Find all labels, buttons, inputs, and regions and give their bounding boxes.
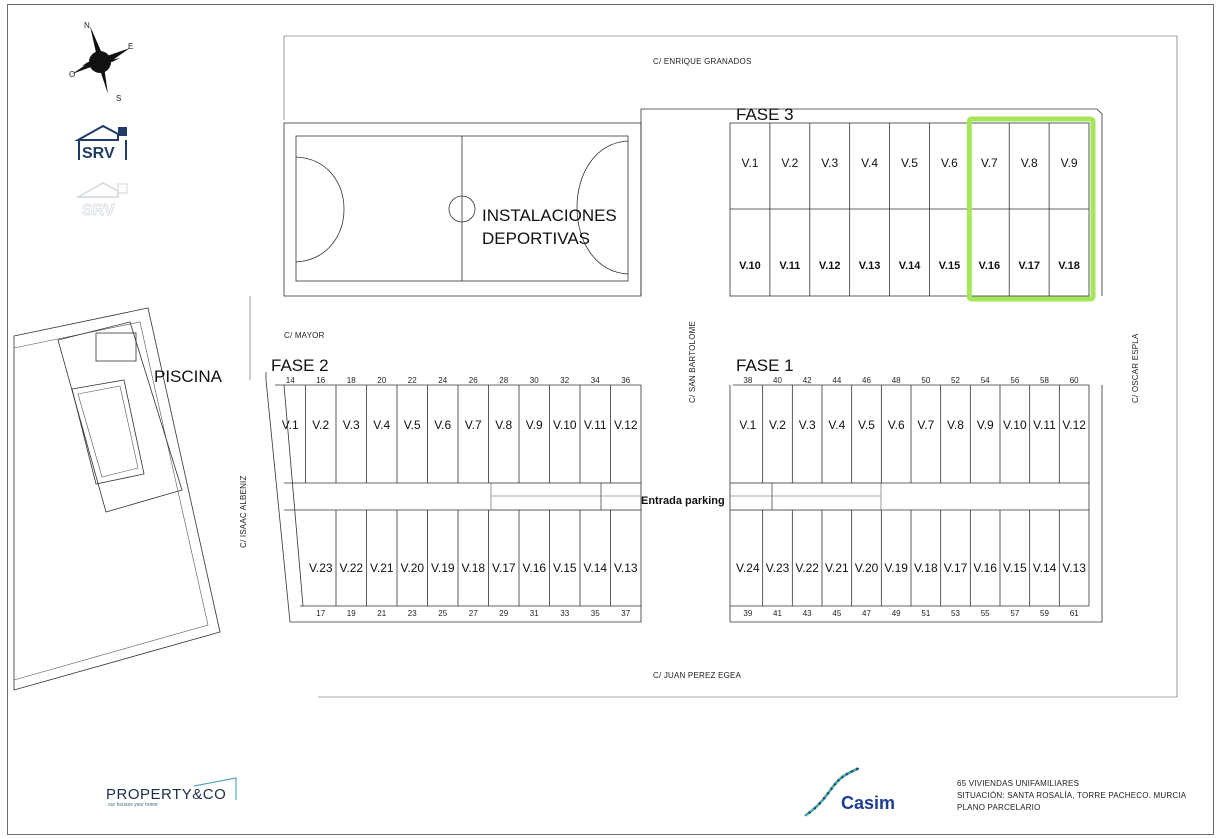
street-isaac-albeniz: C/ ISAAC ALBENIZ [239, 475, 248, 548]
phase2-block [275, 376, 641, 618]
phase3-lot-v18[interactable]: V.18 [1058, 260, 1080, 272]
street-number: 23 [407, 609, 417, 618]
street-number: 47 [862, 609, 871, 618]
street-number: 21 [377, 609, 387, 618]
street-number: 55 [980, 609, 990, 618]
street-mayor: C/ MAYOR [284, 331, 325, 340]
street-number: 40 [773, 376, 782, 385]
p1-lot-v21[interactable]: V.21 [825, 561, 849, 575]
p1-lot-v8[interactable]: V.8 [947, 418, 964, 432]
p2-lot-v14[interactable]: V.14 [583, 561, 608, 575]
street-lines [250, 36, 1177, 697]
phase1-title: FASE 1 [736, 356, 794, 375]
street-number: 39 [743, 609, 753, 618]
street-juan-perez-egea: C/ JUAN PEREZ EGEA [653, 671, 742, 680]
street-number: 50 [921, 376, 931, 385]
p2-lot-v15[interactable]: V.15 [552, 561, 577, 575]
street-oscar-espla: C/ OSCAR ESPLA [1131, 333, 1140, 403]
street-san-bartolome: C/ SAN BARTOLOME [688, 320, 697, 403]
street-number: 30 [529, 376, 539, 385]
p1-lot-v16[interactable]: V.16 [973, 561, 997, 575]
phase3-lot-v9[interactable]: V.9 [1060, 156, 1078, 170]
p1-lot-v15[interactable]: V.15 [1003, 561, 1027, 575]
p2-lot-v22[interactable]: V.22 [339, 561, 364, 575]
street-number: 33 [560, 609, 570, 618]
sports-label-line1: INSTALACIONES [482, 206, 617, 225]
street-number: 22 [407, 376, 417, 385]
parking-ramp [601, 483, 641, 510]
street-number: 48 [891, 376, 901, 385]
p1-lot-v17[interactable]: V.17 [943, 561, 968, 575]
p2-lot-v11[interactable]: V.11 [583, 418, 607, 432]
p2-lot-v7[interactable]: V.7 [464, 418, 482, 432]
pool-area [14, 308, 220, 690]
srv-logo [78, 126, 127, 162]
compass-n: N [84, 21, 90, 30]
compass-e: E [128, 42, 134, 51]
srv-logo-faded [78, 183, 127, 219]
p1-lot-v2[interactable]: V.2 [769, 418, 786, 432]
street-number: 18 [346, 376, 356, 385]
street-number: 27 [468, 609, 478, 618]
casim-dot [856, 767, 859, 770]
p2-lot-v5[interactable]: V.5 [403, 418, 421, 432]
p1-lot-v9[interactable]: V.9 [976, 418, 994, 432]
p2-lot-v23[interactable]: V.23 [308, 561, 333, 575]
compass-o: O [69, 70, 76, 79]
p2-lot-v12[interactable]: V.12 [613, 418, 638, 432]
street-number: 37 [621, 609, 631, 618]
street-number: 61 [1069, 609, 1079, 618]
p1-lot-v11[interactable]: V.11 [1033, 418, 1056, 432]
street-enrique-granados: C/ ENRIQUE GRANADOS [653, 57, 752, 66]
p1-lot-v12[interactable]: V.12 [1062, 418, 1086, 432]
p1-lot-v20[interactable]: V.20 [854, 561, 879, 575]
phase3-lot-v2[interactable]: V.2 [781, 156, 799, 170]
srv-logo-faded-text: SRV [82, 202, 115, 219]
p1-lot-v24[interactable]: V.24 [736, 561, 760, 575]
street-number: 52 [951, 376, 960, 385]
casim-brand: Casim [841, 793, 896, 813]
p2-lot-v9[interactable]: V.9 [525, 418, 543, 432]
street-number: 17 [316, 609, 326, 618]
p2-lot-v10[interactable]: V.10 [552, 418, 577, 432]
parking-ramp [491, 483, 601, 510]
phase3-title: FASE 3 [736, 105, 794, 124]
phase3-block [730, 119, 1093, 299]
parking-ramp [772, 483, 881, 510]
phase1-block [730, 376, 1089, 618]
srv-logo-text: SRV [82, 145, 115, 162]
p1-lot-v1[interactable]: V.1 [739, 418, 757, 432]
phase3-lot-v17[interactable]: V.17 [1018, 260, 1040, 272]
p2-lot-v18[interactable]: V.18 [461, 561, 486, 575]
phase3-lot-v12[interactable]: V.12 [818, 260, 841, 272]
street-number: 31 [529, 609, 539, 618]
phase3-lot-v14[interactable]: V.14 [898, 260, 921, 272]
info-line-1: 65 VIVIENDAS UNIFAMILIARES [957, 779, 1080, 788]
p2-lot-v17[interactable]: V.17 [491, 561, 516, 575]
parking-entrance-label: Entrada parking [641, 495, 725, 507]
street-number: 14 [285, 376, 295, 385]
street-number: 20 [377, 376, 387, 385]
street-number: 38 [743, 376, 753, 385]
phase3-lot-v16[interactable]: V.16 [978, 260, 1001, 272]
sports-label-line2: DEPORTIVAS [482, 229, 591, 248]
street-number: 36 [621, 376, 631, 385]
street-number: 45 [832, 609, 842, 618]
p1-lot-v23[interactable]: V.23 [765, 561, 790, 575]
p2-lot-v4[interactable]: V.4 [373, 418, 391, 432]
street-number: 43 [802, 609, 812, 618]
p1-lot-v19[interactable]: V.19 [884, 561, 908, 575]
p1-lot-v13[interactable]: V.13 [1062, 561, 1086, 575]
street-number: 42 [802, 376, 812, 385]
p2-lot-v1[interactable]: V.1 [281, 418, 299, 432]
street-number: 49 [891, 609, 901, 618]
phase3-lot-v11[interactable]: V.11 [779, 260, 801, 272]
p2-lot-v19[interactable]: V.19 [430, 561, 455, 575]
p1-lot-v7[interactable]: V.7 [917, 418, 935, 432]
p1-lot-v14[interactable]: V.14 [1032, 561, 1057, 575]
compass-rose-icon [69, 21, 134, 103]
p1-lot-v5[interactable]: V.5 [858, 418, 875, 432]
property-co-brand: PROPERTY&CO [106, 786, 227, 803]
p2-lot-v20[interactable]: V.20 [400, 561, 425, 575]
parking-ramp [730, 483, 772, 510]
phase3-lot-v4[interactable]: V.4 [861, 156, 879, 170]
street-number: 19 [346, 609, 356, 618]
street-number: 54 [980, 376, 990, 385]
street-number: 57 [1010, 609, 1020, 618]
phase3-lot-v15[interactable]: V.15 [938, 260, 961, 272]
info-line-3: PLANO PARCELARIO [957, 803, 1041, 812]
phase3-lot-v1[interactable]: V.1 [741, 156, 759, 170]
pool-label: PISCINA [154, 367, 223, 386]
p1-lot-v10[interactable]: V.10 [1003, 418, 1027, 432]
street-number: 16 [316, 376, 326, 385]
phase3-lot-v10[interactable]: V.10 [739, 260, 761, 272]
street-number: 51 [921, 609, 931, 618]
street-number: 34 [590, 376, 600, 385]
p1-lot-v3[interactable]: V.3 [798, 418, 816, 432]
phase3-lot-v7[interactable]: V.7 [980, 156, 998, 170]
project-info [957, 778, 1186, 814]
phase3-lot-v6[interactable]: V.6 [940, 156, 958, 170]
street-number: 24 [438, 376, 448, 385]
p2-lot-v3[interactable]: V.3 [342, 418, 360, 432]
p2-lot-v13[interactable]: V.13 [613, 561, 638, 575]
p1-lot-v4[interactable]: V.4 [828, 418, 846, 432]
street-number: 41 [773, 609, 782, 618]
phase3-lot-v8[interactable]: V.8 [1020, 156, 1038, 170]
phase3-lot-v3[interactable]: V.3 [821, 156, 839, 170]
p1-lot-v22[interactable]: V.22 [795, 561, 819, 575]
street-number: 58 [1040, 376, 1049, 385]
street-number: 35 [590, 609, 600, 618]
phase3-lot-v13[interactable]: V.13 [858, 260, 881, 272]
phase3-lot-v5[interactable]: V.5 [901, 156, 918, 170]
street-number: 28 [499, 376, 509, 385]
street-number: 46 [862, 376, 871, 385]
p2-lot-v16[interactable]: V.16 [522, 561, 547, 575]
p2-lot-v6[interactable]: V.6 [434, 418, 452, 432]
property-co-tagline: our houses your home [108, 802, 158, 808]
street-number: 25 [438, 609, 448, 618]
street-number: 32 [560, 376, 570, 385]
street-number: 53 [951, 609, 960, 618]
street-number: 44 [832, 376, 842, 385]
street-number: 56 [1010, 376, 1020, 385]
street-number: 26 [468, 376, 478, 385]
street-number: 29 [499, 609, 509, 618]
p2-lot-v21[interactable]: V.21 [369, 561, 394, 575]
p2-lot-v2[interactable]: V.2 [312, 418, 330, 432]
p1-lot-v6[interactable]: V.6 [887, 418, 905, 432]
info-line-2: SITUACIÓN: SANTA ROSALÍA, TORRE PACHECO. MURCIA [957, 791, 1187, 800]
street-number: 59 [1040, 609, 1049, 618]
street-number: 60 [1069, 376, 1079, 385]
p1-lot-v18[interactable]: V.18 [914, 561, 938, 575]
phase2-title: FASE 2 [271, 356, 329, 375]
p2-lot-v8[interactable]: V.8 [495, 418, 513, 432]
compass-s: S [116, 94, 122, 103]
